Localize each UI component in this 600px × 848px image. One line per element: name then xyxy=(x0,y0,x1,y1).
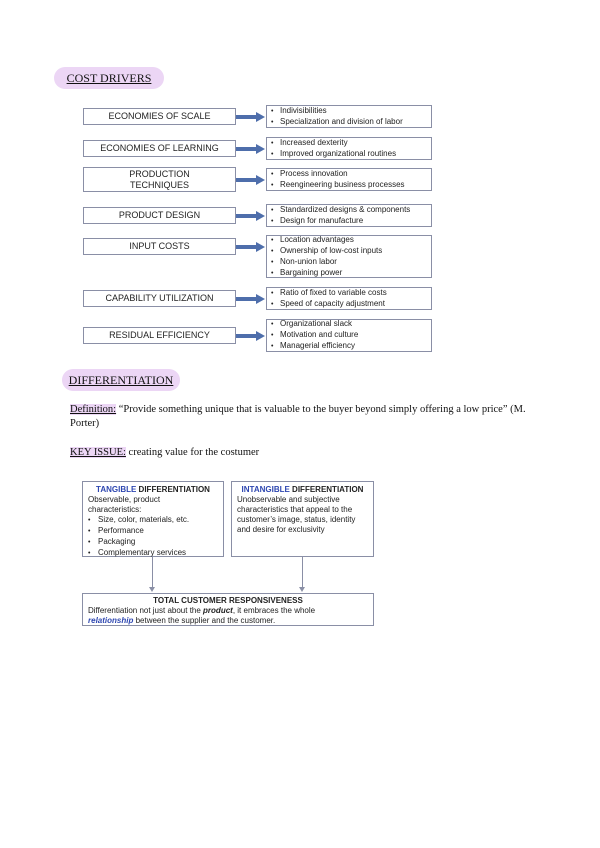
detail-item: • Location advantages xyxy=(271,235,427,246)
total-customer-responsiveness-box xyxy=(82,593,374,626)
key-issue-text: creating value for the costumer xyxy=(125,447,260,458)
cost-driver-label: PRODUCTION TECHNIQUES xyxy=(129,168,190,190)
cost-driver-box xyxy=(83,167,236,192)
arrow-right-icon xyxy=(236,176,266,184)
tangible-item: • Size, color, materials, etc. xyxy=(88,515,218,526)
intangible-differentiation-box xyxy=(231,481,374,557)
definition-text: “Provide something unique that is valuable to the buyer beyond simply offering a low price” (M. Porter) xyxy=(70,404,526,429)
cost-driver-details xyxy=(266,168,432,191)
detail-item: • Managerial efficiency xyxy=(271,341,427,352)
detail-item: • Process innovation xyxy=(271,169,427,180)
detail-item: • Bargaining power xyxy=(271,268,427,279)
arrow-right-icon xyxy=(236,295,266,303)
detail-item: • Ownership of low-cost inputs xyxy=(271,246,427,257)
intangible-text: Unobservable and subjective characteristics that appeal to the customer’s image, status, identity and desire for exclusivity xyxy=(237,495,356,534)
cost-driver-details xyxy=(266,287,432,310)
cost-driver-label: RESIDUAL EFFICIENCY xyxy=(109,330,210,340)
arrow-right-icon xyxy=(236,332,266,340)
tangible-list xyxy=(88,515,218,559)
key-issue-label: KEY ISSUE: xyxy=(70,447,126,458)
cost-driver-details xyxy=(266,137,432,160)
detail-item: • Indivisibilities xyxy=(271,106,427,117)
cost-driver-label: ECONOMIES OF LEARNING xyxy=(100,143,219,153)
connector-line-right xyxy=(302,557,303,588)
cost-driver-details xyxy=(266,204,432,227)
detail-item: • Specialization and division of labor xyxy=(271,117,427,128)
arrow-right-icon xyxy=(236,113,266,121)
tangible-item: • Complementary services xyxy=(88,548,218,559)
detail-item: • Reengineering business processes xyxy=(271,180,427,191)
detail-item: • Increased dexterity xyxy=(271,138,427,149)
tangible-item: • Performance xyxy=(88,526,218,537)
connector-arrow-left xyxy=(149,587,155,592)
cost-driver-box xyxy=(83,140,236,157)
cost-driver-label: PRODUCT DESIGN xyxy=(118,210,201,220)
detail-item: • Ratio of fixed to variable costs xyxy=(271,288,427,299)
detail-item: • Motivation and culture xyxy=(271,330,427,341)
cost-driver-details xyxy=(266,319,432,352)
cost-driver-label: CAPABILITY UTILIZATION xyxy=(105,293,214,303)
connector-arrow-right xyxy=(299,587,305,592)
total-title: TOTAL CUSTOMER RESPONSIVENESS xyxy=(153,596,303,605)
detail-item: • Speed of capacity adjustment xyxy=(271,299,427,310)
definition-label: Definition: xyxy=(70,404,117,415)
intangible-title: INTANGIBLE DIFFERENTIATION xyxy=(241,485,364,494)
detail-item: • Improved organizational routines xyxy=(271,149,427,160)
cost-driver-box xyxy=(83,290,236,307)
cost-driver-box xyxy=(83,238,236,255)
key-issue-paragraph xyxy=(70,446,540,460)
cost-driver-box xyxy=(83,207,236,224)
tangible-intro: Observable, product characteristics: xyxy=(88,495,161,514)
tangible-differentiation-box xyxy=(82,481,224,557)
detail-item: • Organizational slack xyxy=(271,319,427,330)
arrow-right-icon xyxy=(236,243,266,251)
cost-driver-label: INPUT COSTS xyxy=(129,241,190,251)
cost-driver-details xyxy=(266,235,432,278)
connector-line-left xyxy=(152,557,153,588)
tangible-item: • Packaging xyxy=(88,537,218,548)
cost-driver-details xyxy=(266,105,432,128)
arrow-right-icon xyxy=(236,145,266,153)
cost-driver-box xyxy=(83,327,236,344)
cost-driver-box xyxy=(83,108,236,125)
detail-item: • Standardized designs & components xyxy=(271,205,427,216)
cost-drivers-heading: COST DRIVERS xyxy=(54,67,164,89)
tangible-title: TANGIBLE DIFFERENTIATION xyxy=(96,485,210,494)
differentiation-heading: DIFFERENTIATION xyxy=(62,369,180,391)
cost-driver-label: ECONOMIES OF SCALE xyxy=(108,111,211,121)
arrow-right-icon xyxy=(236,212,266,220)
definition-paragraph xyxy=(70,403,540,431)
detail-item: • Non-union labor xyxy=(271,257,427,268)
detail-item: • Design for manufacture xyxy=(271,216,427,227)
total-text: Differentiation not just about the product, it embraces the whole relationship between the supplier and the customer. xyxy=(88,606,316,625)
